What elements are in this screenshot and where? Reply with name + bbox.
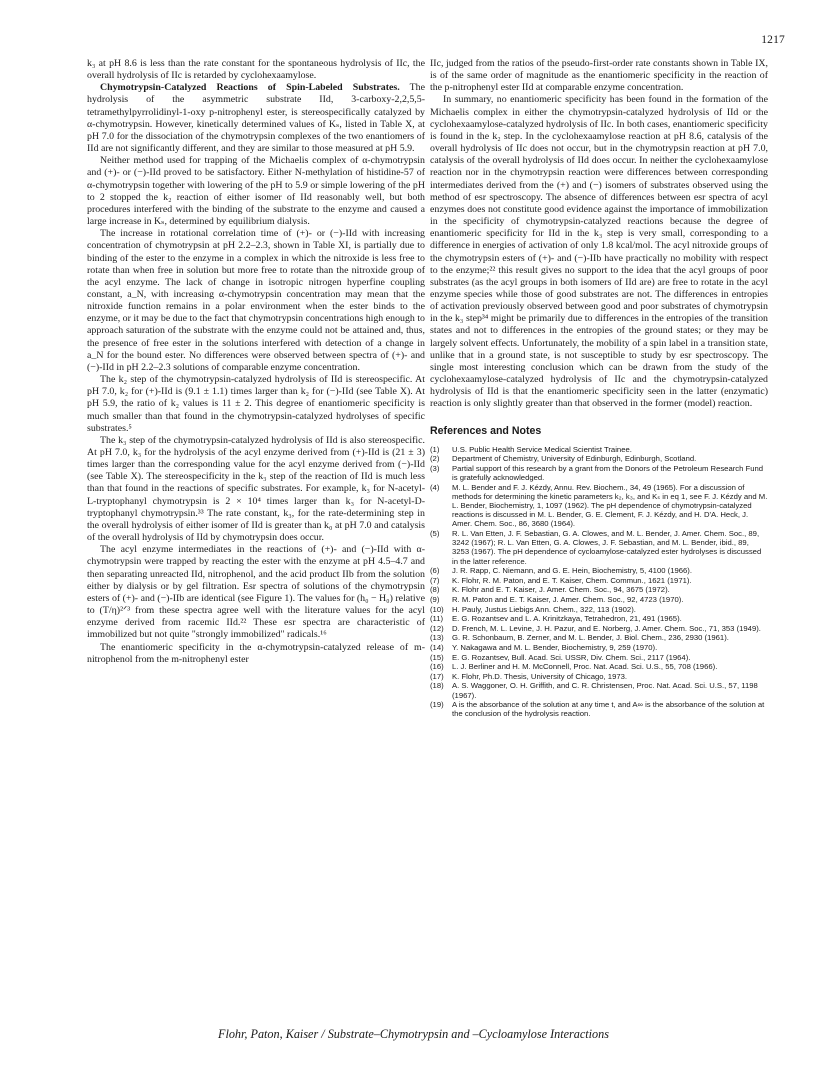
reference-number: (2) — [430, 454, 440, 464]
reference-item — [430, 529, 768, 566]
reference-item — [430, 566, 768, 575]
reference-number: (6) — [430, 566, 440, 576]
reference-number: (14) — [430, 643, 444, 653]
reference-number: (3) — [430, 463, 440, 473]
reference-number: (5) — [430, 529, 440, 539]
reference-number: (1) — [430, 444, 440, 454]
references-list — [430, 445, 768, 719]
reference-item — [430, 445, 768, 454]
reference-item — [430, 585, 768, 594]
reference-number: (12) — [430, 623, 444, 633]
reference-text: R. L. Van Etten, J. F. Sebastian, G. A. Clowes, and M. L. Bender, J. Amer. Chem. Soc., 89, 3242 (1967); R. L. Van Etten, G. A. Clowes, J. F. Sebastian, and M. L. Bender, ibid., 89, 3253 (1967). The pH dependence of cycloamylose-catalyzed ester hydrolyses is discussed in the latter reference. — [452, 529, 762, 566]
reference-text: A is the absorbance of the solution at any time t, and A∞ is the absorbance of the solution at the conclusion of the hydrolysis reaction. — [452, 700, 765, 719]
paragraph: In summary, no enantiomeric specificity has been found in the formation of the Michaelis complex in either the chymotrypsin-catalyzed hydrolysis of IId or the cyclohexaamylose-catalyzed hydrolysis of IIc. In both cases, enantiomeric specificity is found in the k₂ step. In the cyclohexaamylose reaction at pH 8.6, catalysis of the overall hydrolysis of IIc does not occur, but in the chymotrypsin reaction at pH 7.0, catalysis of the overall hydrolysis of IId does occur. In neither the cyclohexaamylose reaction nor in the chymotrypsin reaction were differences between corresponding intermediates derived from the (+) and (−) isomers of substrates observed using the method of esr spectroscopy. The absence of differences between esr spectra of acyl enzymes does not constitute good evidence against the importance of immobilization in the specificity of chymotrypsin-catalyzed reactions because the degree of enantiomeric specificity for IId in the k₃ step is very small, corresponding to a difference in energies of activation of only 1.8 kcal/mol. The acyl nitroxide groups of the chymotrypsin esters of (+)- and (−)-IIb have practically no mobility with respect to the enzyme;²² this result gives no support to the idea that the acyl groups of poor substrates (as the acyl groups in both isomers of IId are) are free to rotate in the acyl enzyme species while those of good substrates are not. The differences in entropies of activation previously observed between good and poor substrates of chymotrypsin in the k₃ step³⁴ might be primarily due to differences in the entropies of the transition states and not to differences in the entropies of the ground states; or they may be largely solvent effects. Unfortunately, the mobility of a spin label in a transition state, unlike that in a ground state, is not susceptible to study by esr spectroscopy. The single most interesting conclusion which can be drawn from the study of the cyclohexaamylose-catalyzed hydrolysis of IIc and the chymotrypsin-catalyzed hydrolysis of IId is that the enantiomeric specificity seen in the latter (enzymatic) reaction is only slightly greater than that observed in the former (model) reaction. — [430, 94, 768, 410]
reference-item — [430, 454, 768, 463]
right-column — [430, 58, 768, 719]
paragraph-text: The hydrolysis of the asymmetric substrate IId, 3-carboxy-2,2,5,5-tetramethylpyrrolidinyl-1-oxy p-nitrophenyl ester, is stereospecifically catalyzed by α-chymotrypsin. However, kinetically determined values of Kₛ, listed in Table X, at pH 7.0 for the dissociation of the chymotrypsin complexes of the two enantiomers of IId are not significantly different, and they are similar to those measured at pH 5.9. — [87, 82, 425, 155]
reference-text: Partial support of this research by a grant from the Donors of the Petroleum Research Fund is gratefully acknowledged. — [452, 463, 764, 483]
reference-text: M. L. Bender and F. J. Kézdy, Annu. Rev. Biochem., 34, 49 (1965). For a discussion of methods for determining the kinetic parameters k₂, k₃, and Kₛ in eq 1, see F. J. Kézdy and M. L. Bender, Biochemistry, 1, 1097 (1962). The pH dependence of chymotrypsin-catalyzed reactions is discussed in M. L. Bender, G. E. Clement, F. J. Kézdy, and H. D'A. Heck, J. Amer. Chem. Soc., 86, 3680 (1964). — [452, 482, 768, 529]
reference-number: (10) — [430, 604, 444, 614]
reference-item — [430, 643, 768, 652]
reference-item — [430, 700, 768, 718]
reference-number: (17) — [430, 671, 444, 681]
page-number: 1217 — [761, 34, 785, 46]
reference-item — [430, 681, 768, 699]
running-footer: Flohr, Paton, Kaiser / Substrate–Chymotrypsin and –Cycloamylose Interactions — [218, 1027, 609, 1041]
reference-number: (15) — [430, 652, 444, 662]
reference-number: (8) — [430, 585, 440, 595]
paragraph: The k₂ step of the chymotrypsin-catalyzed hydrolysis of IId is stereospecific. At pH 7.0, k₂ for (+)-IId is (9.1 ± 1.1) times larger than k₂ for (−)-IId (see Table X). At pH 5.9, the ratio of k₂ values is 11 ± 2. This degree of enantiomeric specificity is much smaller than that found in the chymotrypsin-catalyzed hydrolyses of specific substrates.⁵ — [87, 374, 425, 434]
paragraph: The k₃ step of the chymotrypsin-catalyzed hydrolysis of IId is also stereospecific. At pH 7.0, k₃ for the hydrolysis of the acyl enzyme derived from (+)-IId is (21 ± 3) times larger than the corresponding value for the acyl enzyme derived from (−)-IId (see Table X). The stereospecificity in the k₃ step of the reaction of IId is much less than that found in the reactions of specific substrates. For example, k₃ for N-acetyl-L-tryptophanyl chymotrypsin is 2 × 10⁴ times larger than k₃ for N-acetyl-D-tryptophanyl chymotrypsin.³³ The rate constant, k₃, for the rate-determining step in the overall hydrolysis of either isomer of IId is greater than k₀ at pH 7.0 and catalysis of the overall hydrolysis of IId by chymotrypsin does occur. — [87, 434, 425, 544]
reference-text: U.S. Public Health Service Medical Scientist Trainee. — [452, 444, 632, 454]
reference-text: E. G. Rozantsev and L. A. Krinitzkaya, Tetrahedron, 21, 491 (1965). — [452, 614, 682, 624]
reference-number: (13) — [430, 633, 444, 643]
section-heading: Chymotrypsin-Catalyzed Reactions of Spin-Labeled Substrates. — [100, 82, 400, 94]
reference-number: (4) — [430, 482, 440, 492]
reference-text: Y. Nakagawa and M. L. Bender, Biochemistry, 9, 259 (1970). — [452, 643, 658, 653]
reference-text: E. G. Rozantsev, Bull. Acad. Sci. USSR, Div. Chem. Sci., 2117 (1964). — [452, 652, 691, 662]
reference-number: (16) — [430, 662, 444, 672]
reference-item — [430, 576, 768, 585]
reference-item — [430, 653, 768, 662]
references-title: References and Notes — [430, 424, 542, 437]
reference-text: R. M. Paton and E. T. Kaiser, J. Amer. Chem. Soc., 92, 4723 (1970). — [452, 595, 684, 605]
reference-item — [430, 483, 768, 529]
reference-number: (9) — [430, 595, 440, 605]
paragraph: The acyl enzyme intermediates in the reactions of (+)- and (−)-IId with α-chymotrypsin were trapped by reacting the ester with the enzyme at pH 4.5–4.7 and then separating unreacted IId, nitrophenol, and the acid product IIb from the solution either by dialysis or by gel filtration. Esr spectra of solutions of the chymotrypsin esters of (+)- and (−)-IIb are identical (see Figure 1). The values for (h₀ − H₀) relative to (T/η)²ᐟ³ from these spectra agree well with the literature values for the acyl enzyme derived from racemic IId.²² These esr spectra are characteristic of immobilized but not quite "strongly immobilized" radicals.¹⁶ — [87, 544, 425, 641]
reference-item — [430, 614, 768, 623]
reference-item — [430, 605, 768, 614]
reference-item — [430, 633, 768, 642]
paragraph: IIc, judged from the ratios of the pseudo-first-order rate constants shown in Table IX, is of the same order of magnitude as the enantiomeric specificity in the reaction of the p-nitrophenyl ester IId at comparable enzyme concentration. — [430, 58, 768, 94]
left-column — [87, 58, 425, 666]
reference-text: Department of Chemistry, University of Edinburgh, Edinburgh, Scotland. — [452, 454, 697, 464]
reference-text: G. R. Schonbaum, B. Zerner, and M. L. Bender, J. Biol. Chem., 236, 2930 (1961). — [452, 633, 729, 643]
paragraph: The enantiomeric specificity in the α-chymotrypsin-catalyzed release of m-nitrophenol from the m-nitrophenyl ester — [87, 641, 425, 665]
reference-text: H. Pauly, Justus Liebigs Ann. Chem., 322, 113 (1902). — [452, 604, 636, 614]
reference-text: K. Flohr and E. T. Kaiser, J. Amer. Chem. Soc., 94, 3675 (1972). — [452, 585, 670, 595]
reference-item — [430, 662, 768, 671]
reference-text: K. Flohr, R. M. Paton, and E. T. Kaiser, Chem. Commun., 1621 (1971). — [452, 575, 692, 585]
reference-number: (18) — [430, 681, 444, 691]
paragraph: k₃ at pH 8.6 is less than the rate constant for the spontaneous hydrolysis of IIc, the overall hydrolysis of IIc is retarded by cyclohexaamylose. — [87, 58, 425, 82]
reference-text: D. French, M. L. Levine, J. H. Pazur, and E. Norberg, J. Amer. Chem. Soc., 71, 353 (1949). — [452, 623, 761, 633]
reference-number: (7) — [430, 575, 440, 585]
reference-number: (11) — [430, 614, 444, 624]
reference-item — [430, 595, 768, 604]
reference-text: K. Flohr, Ph.D. Thesis, University of Chicago, 1973. — [452, 671, 628, 681]
paragraph: Neither method used for trapping of the Michaelis complex of α-chymotrypsin and (+)- or (−)-IId proved to be satisfactory. Either N-methylation of histidine-57 of α-chymotrypsin together with lowering of the pH to 5.9 or simple lowering of the pH to 2 stopped the k₂ reaction of either isomer of IId reasonably well, but both procedures interfered with the binding of the substrate to the enzyme and caused a large increase in Kₛ, determined by equilibrium dialysis. — [87, 155, 425, 228]
reference-text: J. R. Rapp, C. Niemann, and G. E. Hein, Biochemistry, 5, 4100 (1966). — [452, 566, 692, 576]
reference-item — [430, 624, 768, 633]
reference-text: L. J. Berliner and H. M. McConnell, Proc. Nat. Acad. Sci. U.S., 55, 708 (1966). — [452, 662, 718, 672]
paragraph-with-heading — [87, 82, 425, 155]
reference-item — [430, 672, 768, 681]
paragraph: The increase in rotational correlation time of (+)- or (−)-IId with increasing concentration of chymotrypsin at pH 2.2–2.3, shown in Table XI, is partially due to binding of the ester to the enzyme in a complex in which the nitroxide is less free to rotate than when free in solution but more free to rotate than the nitroxide group of the acyl enzyme. The lack of change in isotropic nitrogen hyperfine coupling constant, a_N, with increasing α-chymotrypsin concentration may mean that the nitroxide function remains in a polar environment when the ester binds to the enzyme, or it may be due to the fact that chymotrypsin concentrations high enough to approach saturation of the substrate with the enzyme could not be attained and, thus, the presence of free ester in the solutions interfered with detection of a change in a_N for the bound ester. No differences were observed between spectra of (+)- and (−)-IId in pH 2.2–2.3 solutions of comparable enzyme concentration. — [87, 228, 425, 373]
reference-text: A. S. Waggoner, O. H. Griffith, and C. R. Christensen, Proc. Nat. Acad. Sci. U.S., 57, 1198 (1967). — [452, 681, 758, 700]
reference-number: (19) — [430, 700, 444, 710]
reference-item — [430, 464, 768, 482]
